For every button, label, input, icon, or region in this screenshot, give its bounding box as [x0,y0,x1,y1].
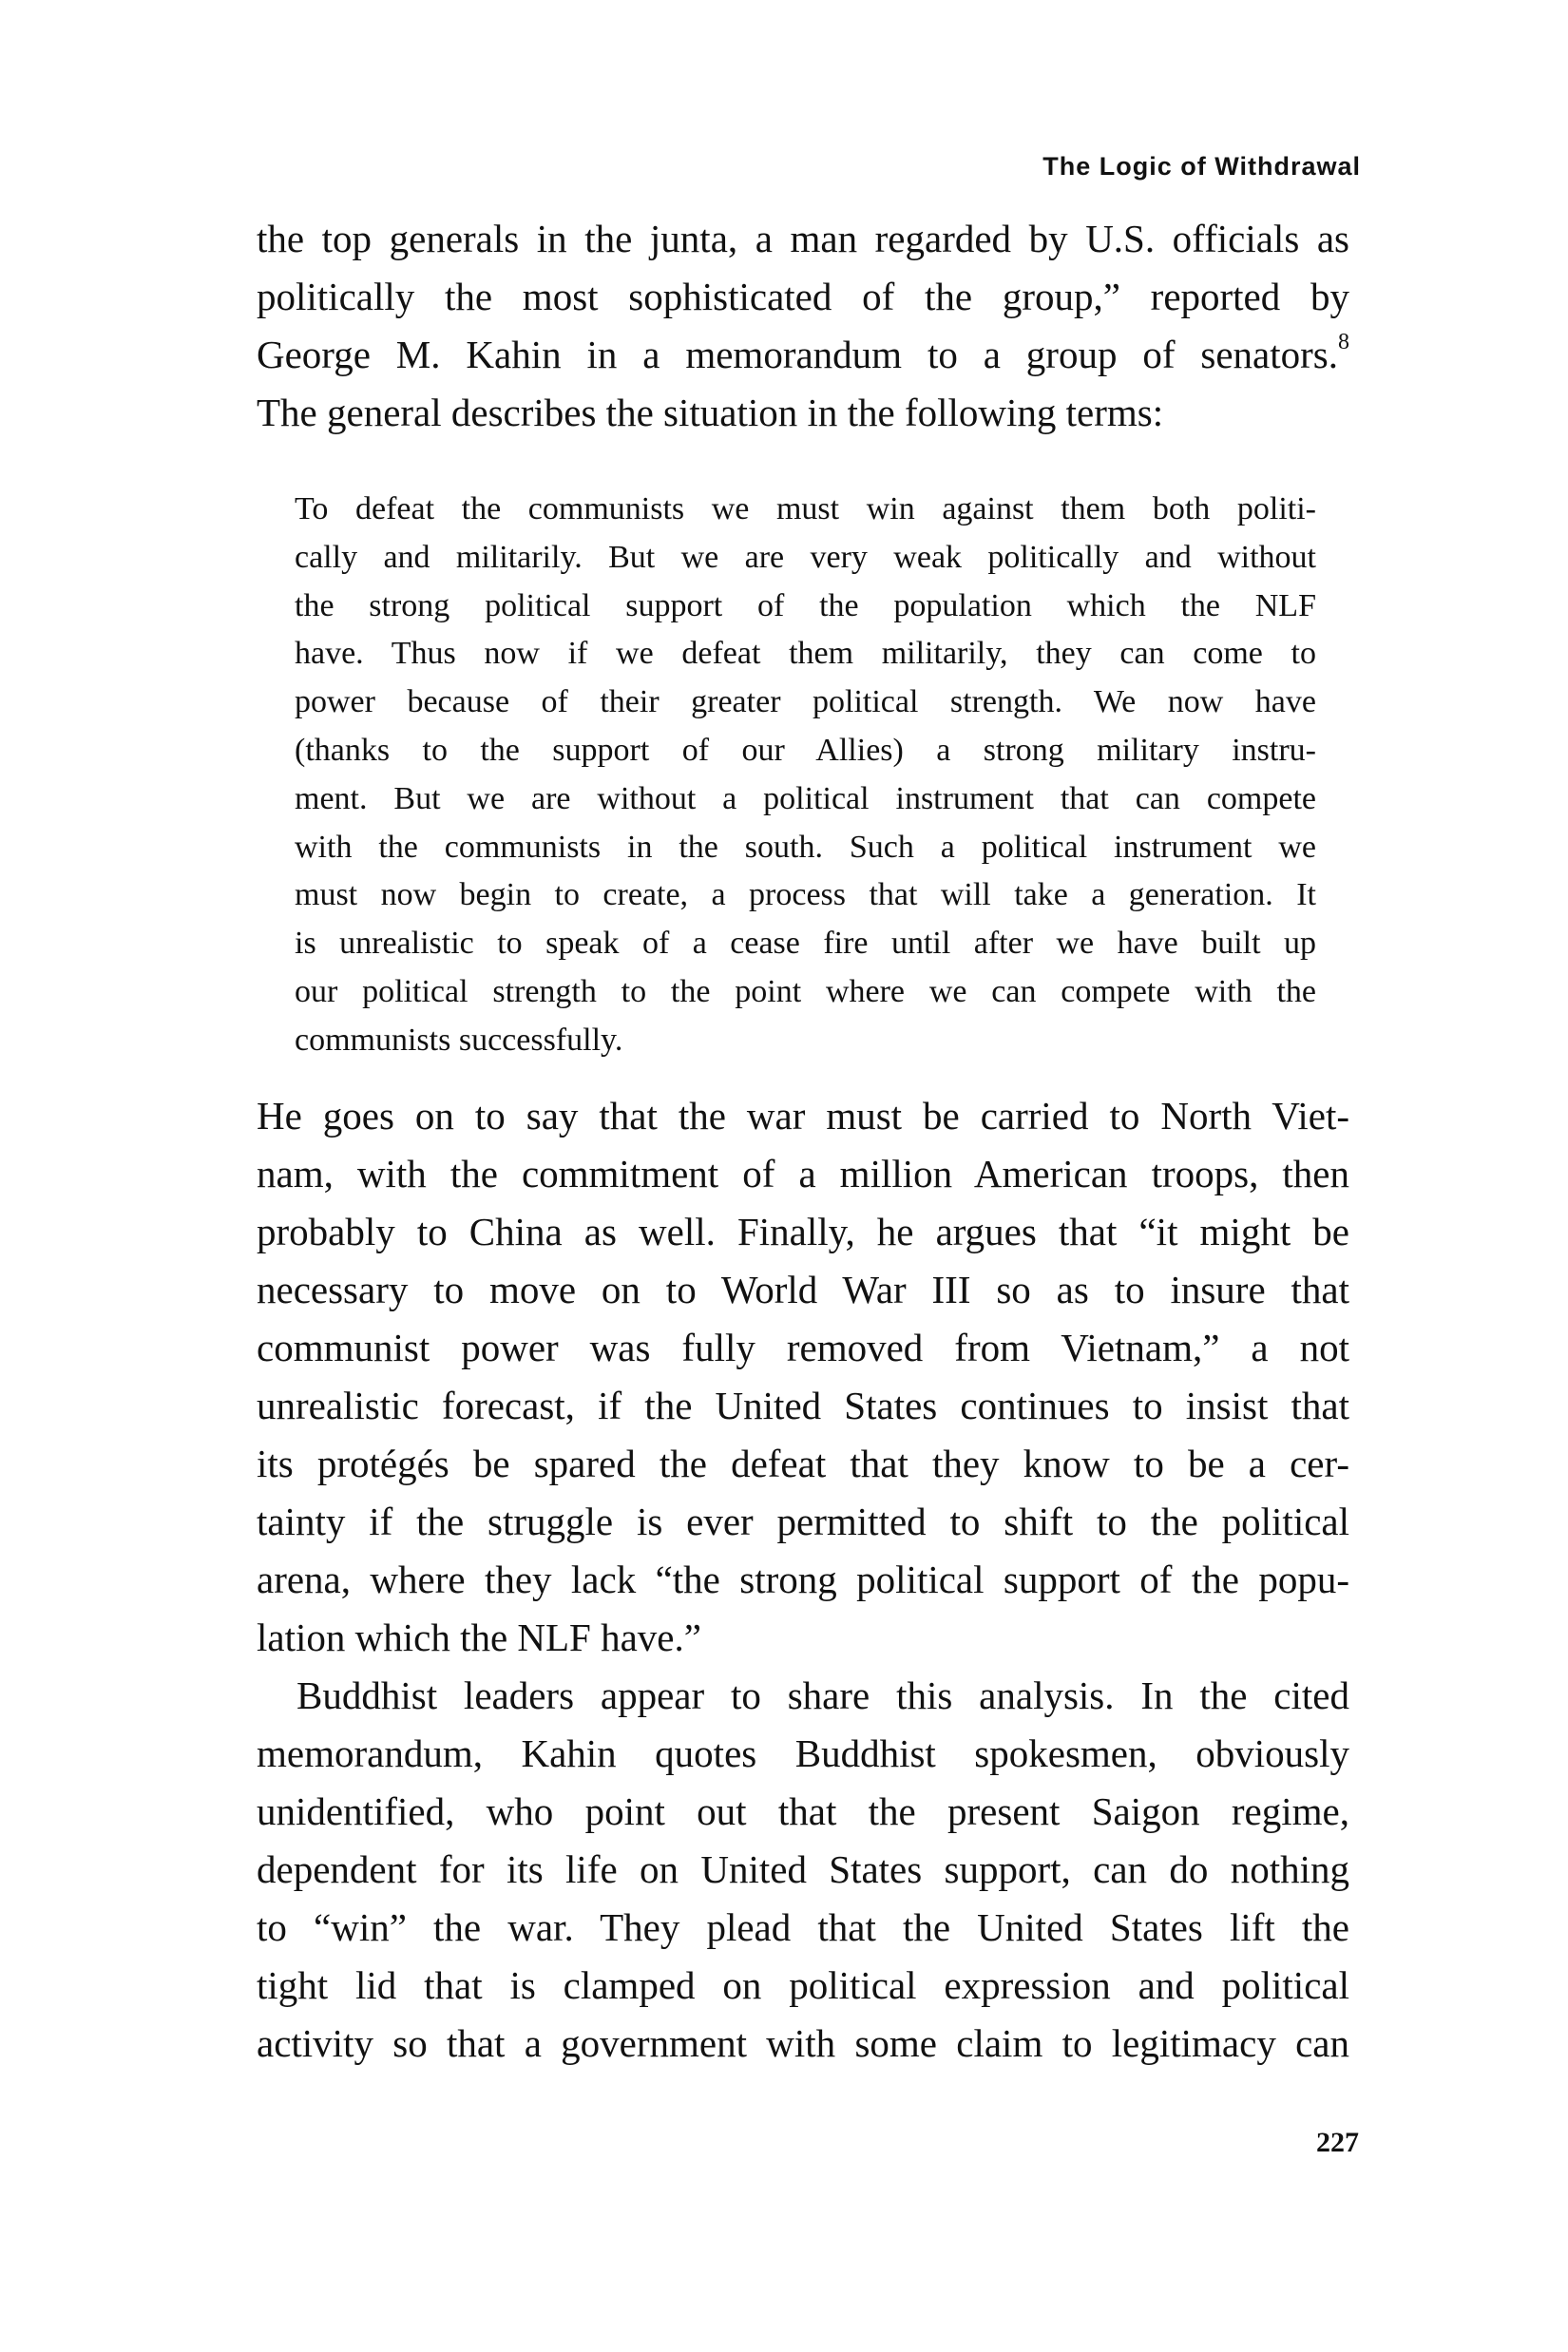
text-line: The general describes the situation in the following terms: [257,391,1164,434]
quote-line: must now begin to create, a process that will take a generation. It [295,877,1316,913]
text-line: lation which the NLF have.” [257,1616,701,1659]
footnote-reference: 8 [1338,330,1349,354]
quote-line: To defeat the communists we must win against them both politi- [295,491,1316,526]
running-head: The Logic of Withdrawal [1042,152,1361,181]
quote-line: with the communists in the south. Such a political instrument we [295,829,1316,865]
text-line: Buddhist leaders appear to share this analysis. In the cited [296,1673,1349,1717]
text-line: necessary to move on to World War III so as to insure that [257,1268,1349,1311]
text-line: its protégés be spared the defeat that they know to be a cer- [257,1442,1349,1485]
quote-line: the strong political support of the population which the NLF [295,587,1316,623]
text-line: memorandum, Kahin quotes Buddhist spokesmen, obviously [257,1731,1349,1775]
text-line-content: George M. Kahin in a memorandum to a group of senators. [257,333,1338,376]
text-line: dependent for its life on United States support, can do nothing [257,1847,1349,1891]
text-line: He goes on to say that the war must be carried to North Viet- [257,1094,1349,1138]
quote-line: our political strength to the point where we can compete with the [295,973,1316,1009]
text-line: probably to China as well. Finally, he argues that “it might be [257,1210,1349,1253]
text-line: tainty if the struggle is ever permitted to shift to the political [257,1500,1349,1543]
quote-line: cally and militarily. But we are very weak politically and without [295,539,1316,575]
block-quote [295,486,1316,1065]
text-line: unidentified, who point out that the present Saigon regime, [257,1789,1349,1833]
text-line: to “win” the war. They plead that the United States lift the [257,1905,1349,1949]
text-line: activity so that a government with some claim to legitimacy can [257,2021,1349,2065]
page-number: 227 [1316,2127,1359,2158]
paragraph-1 [257,210,1349,442]
quote-line: power because of their greater political strength. We now have [295,684,1316,720]
quote-line: ment. But we are without a political instrument that can compete [295,780,1316,816]
paragraph-3 [257,1667,1349,2073]
text-line: unrealistic forecast, if the United States continues to insist that [257,1384,1349,1427]
text-line: tight lid that is clamped on political expression and political [257,1963,1349,2007]
paragraph-2 [257,1087,1349,1667]
quote-line: is unrealistic to speak of a cease fire until after we have built up [295,926,1316,962]
text-line: nam, with the commitment of a million American troops, then [257,1152,1349,1195]
text-line: politically the most sophisticated of the group,” reported by [257,275,1349,318]
quote-line: communists successfully. [295,1022,623,1058]
text-line: the top generals in the junta, a man regarded by U.S. officials as [257,217,1349,260]
text-line: arena, where they lack “the strong political support of the popu- [257,1558,1349,1601]
text-line [257,326,1349,384]
text-line: communist power was fully removed from Vietnam,” a not [257,1326,1349,1369]
quote-line: (thanks to the support of our Allies) a strong military instru- [295,732,1316,768]
quote-line: have. Thus now if we defeat them militarily, they can come to [295,636,1316,672]
